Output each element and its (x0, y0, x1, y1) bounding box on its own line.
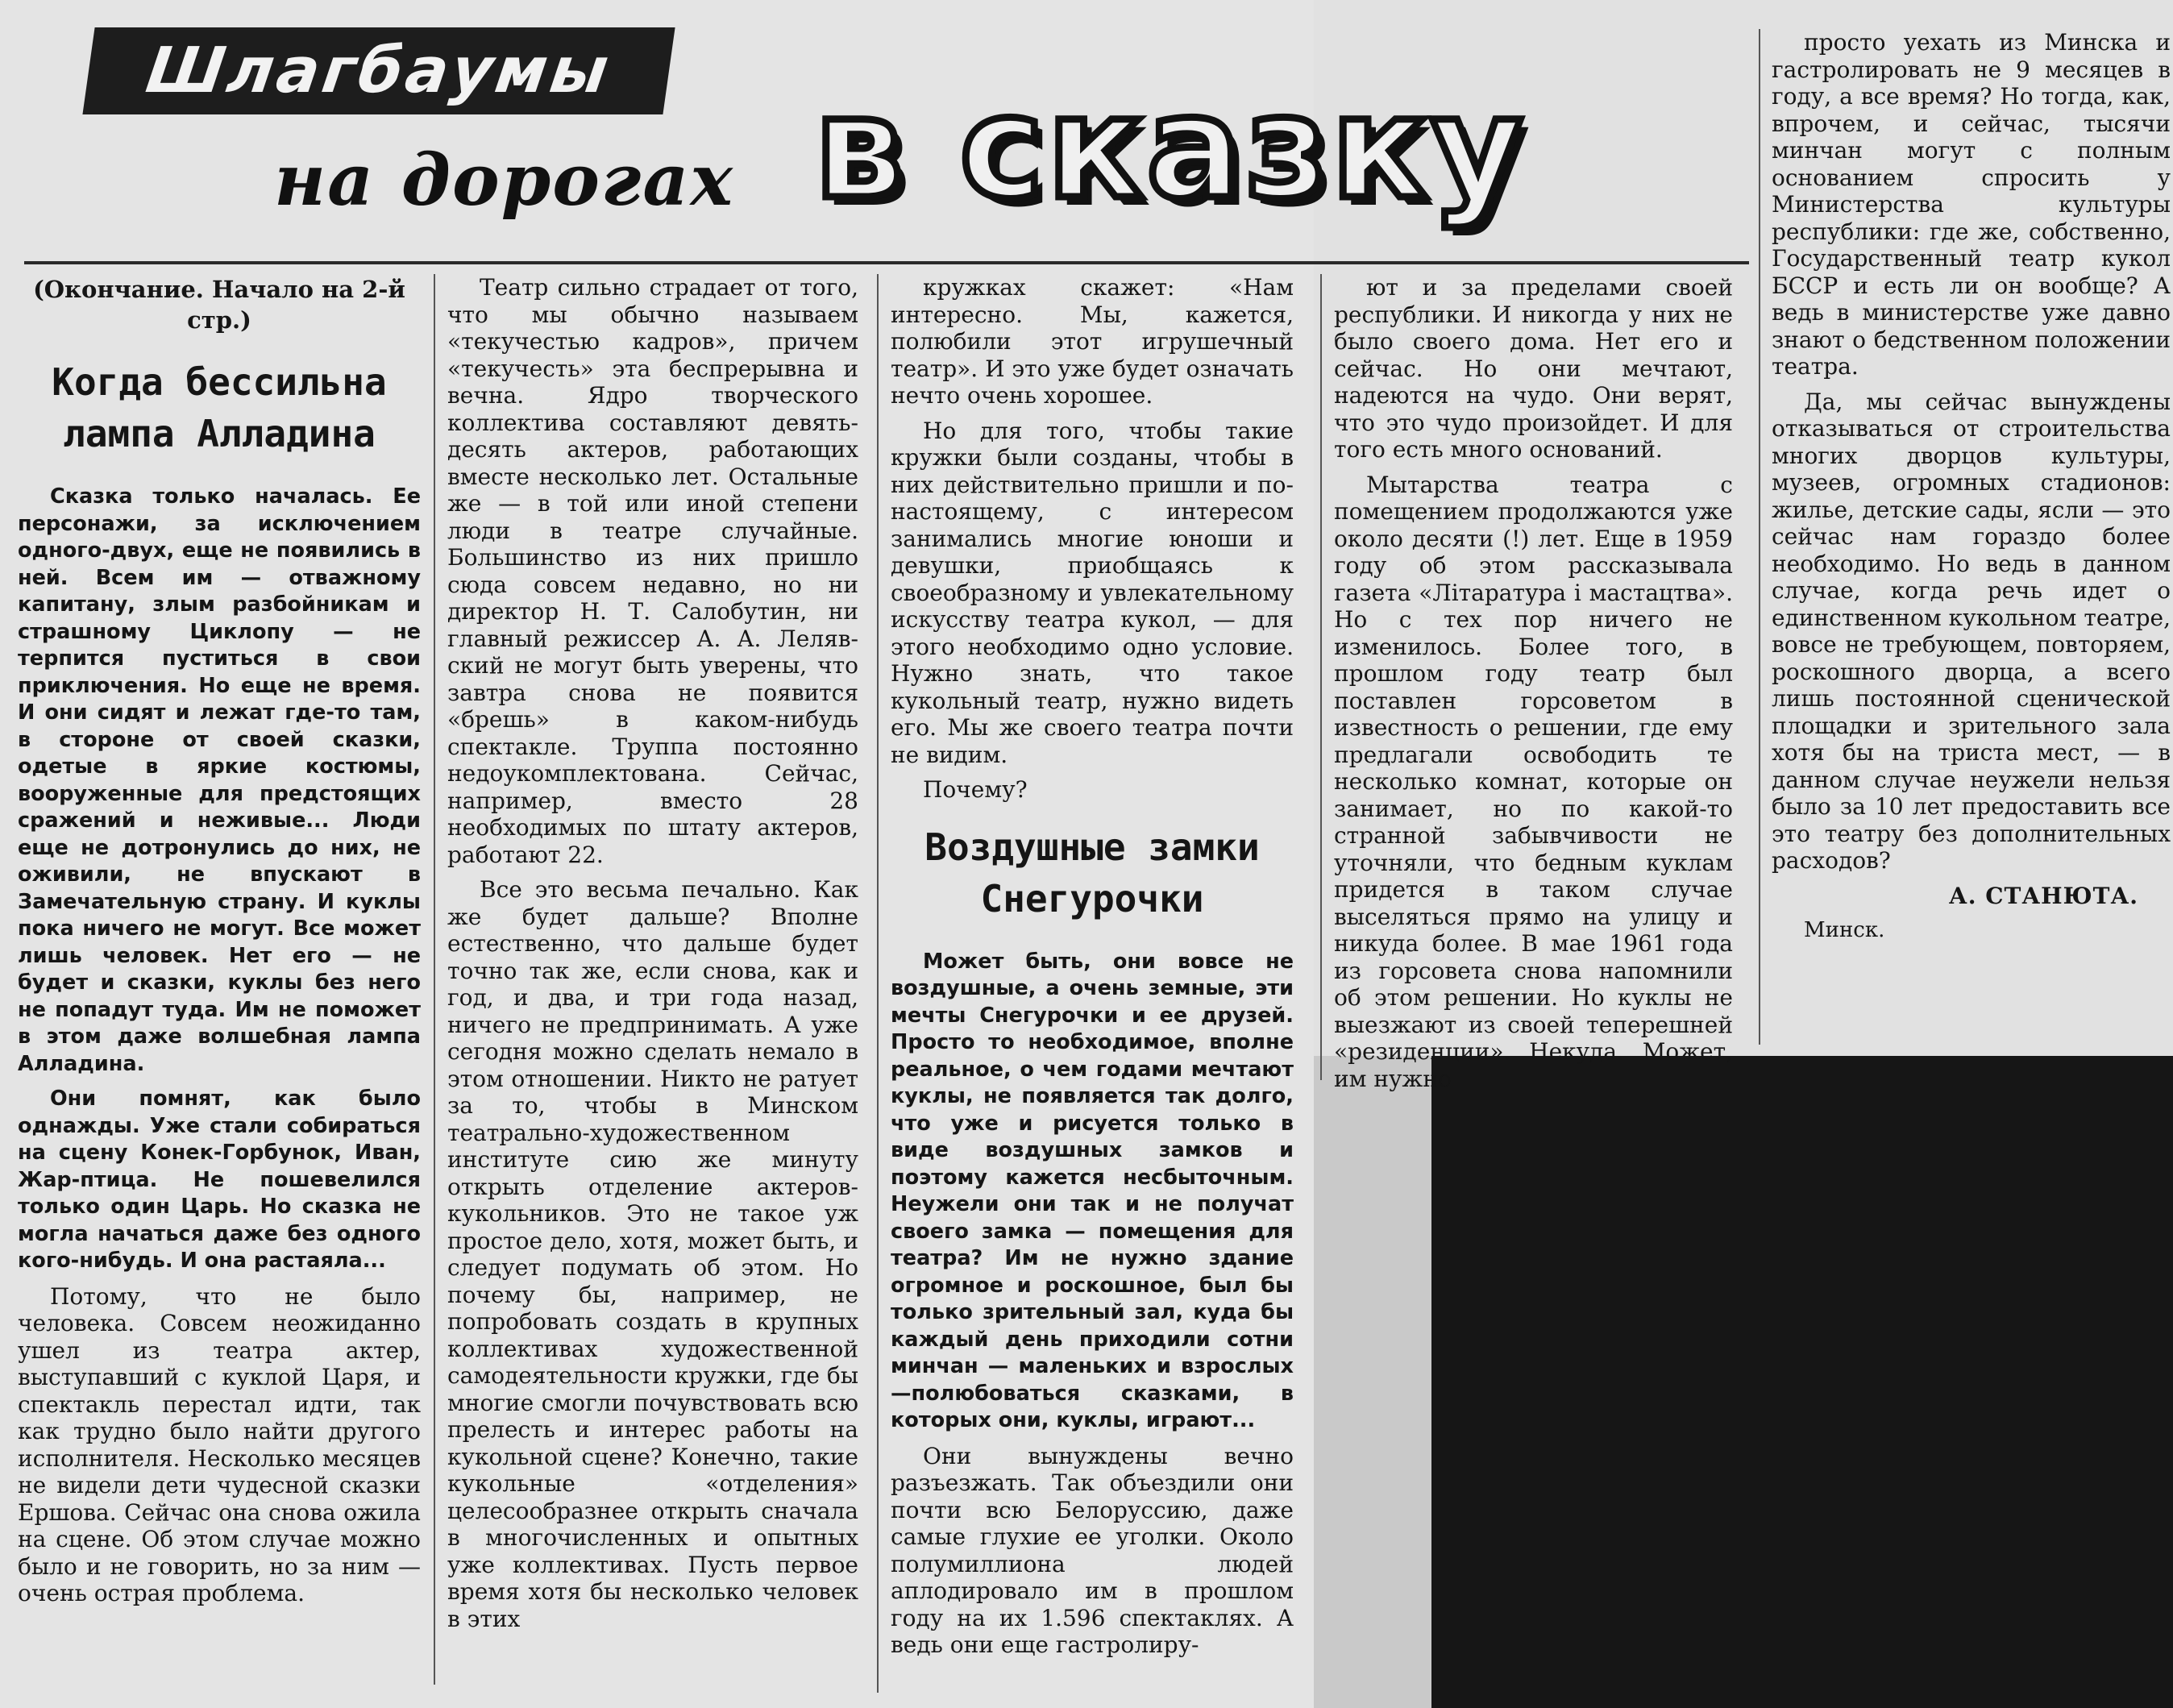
dateline-place: Минск. (1804, 918, 1885, 942)
column-rule (1759, 29, 1760, 1045)
paragraph: Но для того, чтобы такие кружки были созданы, чтобы в них действительно пришли и по-настоящему, с интересом занимались многие юноши и девушки, приобщаясь к своеобразному и увлекательному искусству театра кукол, — для этого необходимо одно условие. Нужно знать, что такое кукольный театр, нужно видеть его. Мы же своего театра почти не видим. (891, 417, 1294, 768)
headline-title: в сказку (814, 65, 1527, 231)
paragraph: Потому, что не было человека. Совсем неожиданно ушел из театра актер, выступавший с куклой Царя, и спектакль перестал идти, так как трудно было найти другого исполнителя. Несколько месяцев не видели дети чудесной сказки Ершова. Сейчас она снова ожила на сцене. Об этом случае можно было и не говорить, но за ним — очень острая проблема. (18, 1282, 421, 1606)
headline-kicker: Шлагбаумы (82, 27, 675, 114)
column-5 (1772, 29, 2171, 945)
subheading-1: Когда бессильна лампа Алладина (52, 360, 387, 455)
paragraph: Все это весьма печально. Как же будет дальше? Вполне естественно, что дальше будет точно так же, если снова, как и год, и два, и три года назад, ничего не предпринимать. А уже сегодня можно сделать немало в этом отношении. Никто не ратует за то, чтобы в Минском театрально-художественном институте сию же минуту открыть отделение актеров-кукольников. Это не такое уж простое дело, хотя, может быть, и следует подумать об этом. Но почему бы, например, не попробовать создать в крупных коллективах художественной самодеятельности кружки, где бы многие смогли почувствовать всю прелесть и интерес работы на кукольной сцене? Конечно, такие кукольные «отделения» целесообразнее открыть сначала в многочисленных и опытных уже коллективах. Пусть первое время хотя бы несколько человек в этих (447, 876, 858, 1632)
column-1 (18, 274, 421, 1615)
column-4 (1334, 274, 1733, 1100)
column-rule (434, 274, 435, 1685)
headline-kicker2-text: на дорогах (274, 138, 734, 222)
clipping-shadow (1314, 1056, 1431, 1708)
paragraph: кружках скажет: «Нам интересно. Мы, кажется, полюбили этот игрушечный театр». И это уже будет означать нечто очень хорошее. (891, 274, 1294, 409)
author-signature: А. СТАНЮТА. (1948, 882, 2138, 909)
paragraph: Да, мы сейчас вынуждены отказываться от строительства многих дворцов культуры, музеев, огромных стадионов: жилье, детские сады, ясли — это сейчас нам гораздо более необходимо. Но ведь в данном случае, когда речь идет о единственном кукольном театре, вовсе не требующем, повторяем, роскошного дворца, а всего лишь постоянной сценической площадки и зрительного зала хотя бы на триста мест, — в данном случае неужели нельзя было за 10 лет предоставить все это театру без дополнительных расходов? (1772, 388, 2171, 874)
column-3 (891, 274, 1294, 1667)
paragraph: просто уехать из Минска и гастролировать не 9 месяцев в году, а все время? Но тогда, как, впрочем, и сейчас, тысячи минчан могут с полным основанием спросить у Министерства культуры республики: где же, собственно, Государственный театр кукол БССР и есть ли он вообще? А ведь в министерстве уже давно знают о бедственном положении театра. (1772, 29, 2171, 380)
paragraph: ют и за пределами своей республики. И никогда у них не было своего дома. Нет его и сейчас. Но они мечтают, надеются на чудо. Они верят, что это чудо произойдет. И для того есть много оснований. (1334, 274, 1733, 463)
paragraph: Они вынуждены вечно разъезжать. Так объездили они почти всю Белоруссию, даже самые глухие ее уголки. Около полумиллиона людей аплодировало им в прошлом году на их 1.596 спектаклях. А ведь они еще гастролиру- (891, 1442, 1294, 1658)
subheading-2: Воздушные замки Снегурочки (924, 825, 1260, 920)
paragraph: Театр сильно страдает от того, что мы обычно называем «текучестью кадров», причем «текучесть» эта беспрерывна и вечна. Ядро творческого коллектива составляют девять-десять актеров, работающих вместе несколько лет. Остальные же — в той или иной степени люди в театре случайные. Большинство из них пришло сюда совсем недавно, но ни директор Н. Т. Салобутин, ни главный режиссер А. А. Леляв-ский не могут быть уверены, что завтра снова не появится «брешь» в каком-нибудь спектакле. Труппа постоянно недоукомплектована. Сейчас, например, вместо 28 необходимых по штату актеров, работают 22. (447, 274, 858, 868)
paragraph: Они помнят, как было однажды. Уже стали собираться на сцену Конек-Горбунок, Иван, Жар-птица. Не пошевелился только один Царь. Но сказка не могла начаться даже без одного кого-нибудь. И она растаяла... (18, 1087, 421, 1273)
paragraph: Сказка только началась. Ее персонажи, за исключением одного-двух, еще не появились в ней. Всем им — отважному капитану, злым разбойникам и страшному Циклопу — не терпится пуститься в свои приключения. Но еще не время. И они сидят и лежат где-то там, в стороне от своей сказки, одетые в яркие костюмы, вооруженные для предстоящих сражений и неживые... Люди еще не дотронулись до них, не оживили, не впускают в Замечательную страну. И куклы пока ничего не могут. Все может лишь человек. Нет его — не будет и сказки, куклы без него не попадут туда. Им не поможет в этом даже волшебная лампа Алладина. (18, 484, 421, 1076)
lead-paragraph: Может быть, они вовсе не воздушные, а очень земные, эти мечты Снегурочки и ее друзей. Просто то необходимое, вполне реальное, о чем годами мечтают куклы, не появляется так долго, что уже и рисуется только в виде воздушных замков и поэтому кажется несбыточным. Неужели они так и не получат своего замка — помещения для театра? Им не нужно здание огромное и роскошное, был бы только зрительный зал, куда бы каждый день приходили сотни минчан — маленьких и взрослых —полюбоваться сказками, в которых они, куклы, играют... (891, 949, 1294, 1432)
dark-background (1431, 1056, 2173, 1708)
column-rule (1320, 274, 1322, 1080)
paragraph: Мытарства театра с помещением продолжаются уже около десяти (!) лет. Еще в 1959 году об этом рассказывала газета «Літаратура і мастацтва». Но с тех пор ничего не изменилось. Более того, в прошлом году театр был поставлен горсоветом в известность о решении, где ему предлагали освободить те несколько комнат, которые он занимает, но по какой-то странной забывчивости не уточняли, что бедным куклам придется в таком случае выселяться прямо на улицу и никуда более. В мае 1961 года из горсовета снова напомнили об этом решении. Но куклы не выезжают из своей теперешней «резиденции». Некуда. Может, им нужно (1334, 471, 1733, 1092)
headline-kicker2 (274, 135, 790, 224)
paragraph: Почему? (923, 776, 1028, 803)
column-rule (877, 274, 879, 1693)
continuation-note: (Окончание. Начало на 2-й стр.) (33, 276, 405, 334)
column-2 (447, 274, 858, 1640)
